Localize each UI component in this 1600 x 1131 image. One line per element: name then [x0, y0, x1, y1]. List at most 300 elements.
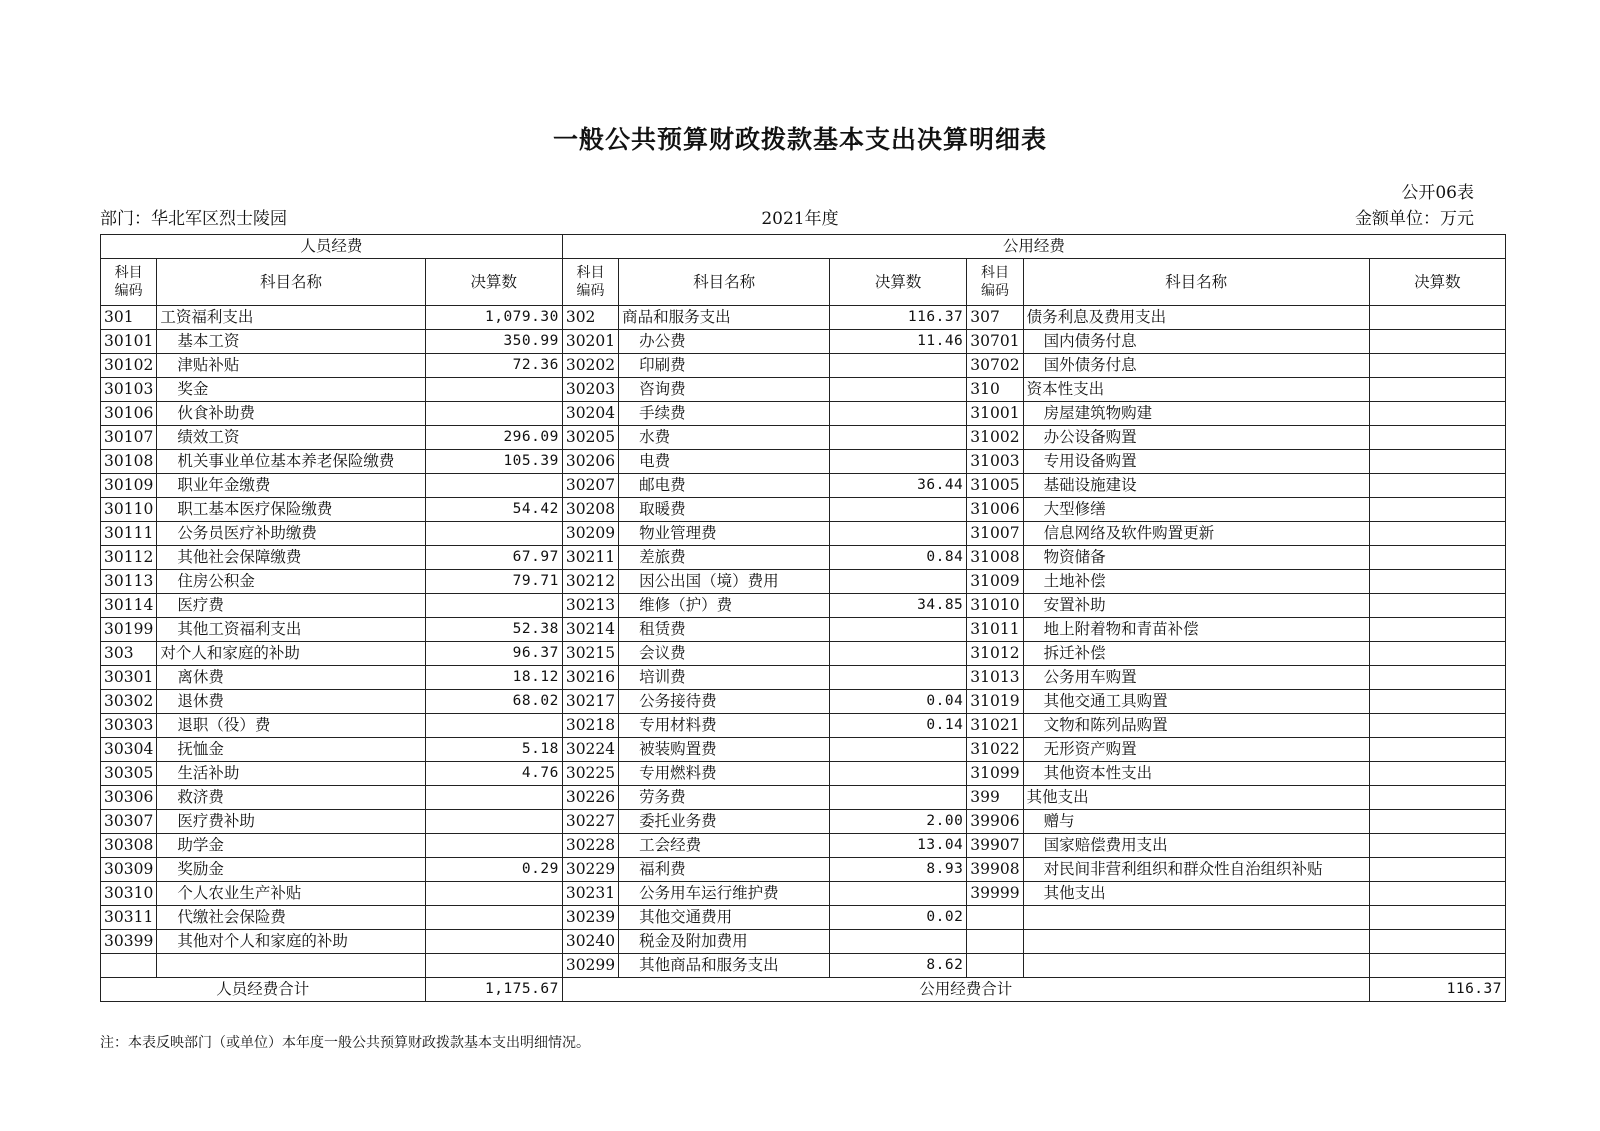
name-cell: 其他支出 [1023, 786, 1369, 810]
name-cell: 工会经费 [619, 834, 830, 858]
amount-cell [1369, 402, 1505, 426]
name-cell: 债务利息及费用支出 [1023, 306, 1369, 330]
col-header-amount: 决算数 [1369, 259, 1505, 306]
name-cell: 办公设备购置 [1023, 426, 1369, 450]
col-header-code: 科目 编码 [967, 259, 1023, 306]
amount-cell [1369, 714, 1505, 738]
col-header-code: 科目 编码 [562, 259, 618, 306]
code-cell: 31003 [967, 450, 1023, 474]
name-cell: 信息网络及软件购置更新 [1023, 522, 1369, 546]
amount-cell [425, 594, 562, 618]
amount-cell [830, 666, 967, 690]
col-header-name: 科目名称 [1023, 259, 1369, 306]
code-cell: 30702 [967, 354, 1023, 378]
table-row [101, 738, 1506, 762]
code-cell: 30113 [101, 570, 157, 594]
amount-cell [1369, 474, 1505, 498]
amount-cell [1369, 810, 1505, 834]
code-cell: 31002 [967, 426, 1023, 450]
amount-cell: 67.97 [425, 546, 562, 570]
amount-cell: 18.12 [425, 666, 562, 690]
code-cell: 31001 [967, 402, 1023, 426]
name-cell: 离休费 [157, 666, 425, 690]
name-cell: 会议费 [619, 642, 830, 666]
amount-cell: 1,079.30 [425, 306, 562, 330]
amount-cell [1369, 330, 1505, 354]
table-row [101, 378, 1506, 402]
amount-cell [830, 354, 967, 378]
code-cell [101, 954, 157, 978]
code-cell: 30229 [562, 858, 618, 882]
amount-cell [1369, 930, 1505, 954]
name-cell: 资本性支出 [1023, 378, 1369, 402]
code-cell: 30239 [562, 906, 618, 930]
amount-cell [1369, 906, 1505, 930]
table-row [101, 450, 1506, 474]
table-row [101, 666, 1506, 690]
code-cell: 30109 [101, 474, 157, 498]
code-cell: 30216 [562, 666, 618, 690]
personnel-group-header: 人员经费 [101, 235, 563, 259]
amount-cell [425, 714, 562, 738]
name-cell: 水费 [619, 426, 830, 450]
amount-cell [830, 498, 967, 522]
code-cell: 30306 [101, 786, 157, 810]
code-cell: 301 [101, 306, 157, 330]
name-cell: 拆迁补偿 [1023, 642, 1369, 666]
amount-cell [425, 522, 562, 546]
code-cell: 30110 [101, 498, 157, 522]
amount-cell [830, 762, 967, 786]
code-cell: 30307 [101, 810, 157, 834]
code-cell: 30201 [562, 330, 618, 354]
code-cell: 30303 [101, 714, 157, 738]
name-cell [1023, 954, 1369, 978]
amount-cell: 13.04 [830, 834, 967, 858]
name-cell [1023, 930, 1369, 954]
code-cell: 30310 [101, 882, 157, 906]
table-row [101, 714, 1506, 738]
amount-cell: 0.84 [830, 546, 967, 570]
amount-cell [425, 378, 562, 402]
amount-cell [425, 474, 562, 498]
amount-cell: 96.37 [425, 642, 562, 666]
code-cell: 30209 [562, 522, 618, 546]
amount-cell [1369, 306, 1505, 330]
table-row [101, 402, 1506, 426]
amount-cell: 36.44 [830, 474, 967, 498]
amount-cell: 105.39 [425, 450, 562, 474]
code-cell: 30203 [562, 378, 618, 402]
name-cell: 对个人和家庭的补助 [157, 642, 425, 666]
name-cell: 印刷费 [619, 354, 830, 378]
name-cell: 商品和服务支出 [619, 306, 830, 330]
code-cell: 39999 [967, 882, 1023, 906]
amount-cell: 116.37 [830, 306, 967, 330]
code-cell: 30204 [562, 402, 618, 426]
name-cell: 对民间非营利组织和群众性自治组织补贴 [1023, 858, 1369, 882]
name-cell: 无形资产购置 [1023, 738, 1369, 762]
code-cell: 30225 [562, 762, 618, 786]
name-cell: 基础设施建设 [1023, 474, 1369, 498]
code-cell: 30240 [562, 930, 618, 954]
name-cell: 物业管理费 [619, 522, 830, 546]
code-cell: 30218 [562, 714, 618, 738]
fiscal-year: 2021年度 [761, 209, 839, 229]
amount-cell [425, 882, 562, 906]
table-row [101, 786, 1506, 810]
table-row [101, 954, 1506, 978]
code-cell: 30108 [101, 450, 157, 474]
name-cell: 维修（护）费 [619, 594, 830, 618]
name-cell: 基本工资 [157, 330, 425, 354]
amount-cell [830, 642, 967, 666]
code-cell: 30103 [101, 378, 157, 402]
name-cell: 大型修缮 [1023, 498, 1369, 522]
name-cell: 公务用车购置 [1023, 666, 1369, 690]
code-cell: 30206 [562, 450, 618, 474]
footnote: 注：本表反映部门（或单位）本年度一般公共预算财政拨款基本支出明细情况。 [100, 1035, 590, 1051]
name-cell: 国外债务付息 [1023, 354, 1369, 378]
amount-cell [425, 906, 562, 930]
amount-cell: 79.71 [425, 570, 562, 594]
amount-cell [1369, 618, 1505, 642]
code-cell: 31006 [967, 498, 1023, 522]
col-header-code: 科目 编码 [101, 259, 157, 306]
code-cell: 30208 [562, 498, 618, 522]
code-cell: 30202 [562, 354, 618, 378]
personnel-total-value: 1,175.67 [425, 978, 562, 1002]
amount-cell: 8.93 [830, 858, 967, 882]
expenditure-table [100, 234, 1506, 1002]
amount-cell [425, 402, 562, 426]
name-cell: 赠与 [1023, 810, 1369, 834]
code-cell [967, 930, 1023, 954]
name-cell: 其他资本性支出 [1023, 762, 1369, 786]
code-cell: 31010 [967, 594, 1023, 618]
amount-cell [830, 786, 967, 810]
amount-cell [1369, 858, 1505, 882]
public-total-value: 116.37 [1369, 978, 1505, 1002]
public-total-label: 公用经费合计 [562, 978, 1369, 1002]
name-cell: 其他支出 [1023, 882, 1369, 906]
name-cell: 国家赔偿费用支出 [1023, 834, 1369, 858]
amount-cell [830, 882, 967, 906]
table-row [101, 762, 1506, 786]
table-body [101, 235, 1506, 978]
col-header-amount: 决算数 [425, 259, 562, 306]
table-row [101, 594, 1506, 618]
table-row [101, 306, 1506, 330]
name-cell: 助学金 [157, 834, 425, 858]
name-cell: 手续费 [619, 402, 830, 426]
name-cell: 奖金 [157, 378, 425, 402]
name-cell: 其他交通费用 [619, 906, 830, 930]
col-header-amount: 决算数 [830, 259, 967, 306]
name-cell: 咨询费 [619, 378, 830, 402]
name-cell: 租赁费 [619, 618, 830, 642]
code-cell: 30211 [562, 546, 618, 570]
amount-cell: 0.02 [830, 906, 967, 930]
code-cell: 30205 [562, 426, 618, 450]
name-cell: 房屋建筑物购建 [1023, 402, 1369, 426]
table-row [101, 354, 1506, 378]
code-cell: 39907 [967, 834, 1023, 858]
name-cell: 文物和陈列品购置 [1023, 714, 1369, 738]
code-cell: 302 [562, 306, 618, 330]
code-cell: 31021 [967, 714, 1023, 738]
table-row [101, 834, 1506, 858]
name-cell: 其他工资福利支出 [157, 618, 425, 642]
table-row [101, 690, 1506, 714]
amount-cell [1369, 738, 1505, 762]
code-cell: 31099 [967, 762, 1023, 786]
code-cell: 30228 [562, 834, 618, 858]
col-header-name: 科目名称 [157, 259, 425, 306]
amount-cell: 4.76 [425, 762, 562, 786]
code-cell: 30299 [562, 954, 618, 978]
name-cell: 安置补助 [1023, 594, 1369, 618]
name-cell: 退休费 [157, 690, 425, 714]
code-cell: 30311 [101, 906, 157, 930]
name-cell: 税金及附加费用 [619, 930, 830, 954]
amount-cell [1369, 882, 1505, 906]
amount-cell [1369, 426, 1505, 450]
code-cell: 30304 [101, 738, 157, 762]
table-row [101, 810, 1506, 834]
name-cell: 公务用车运行维护费 [619, 882, 830, 906]
amount-cell: 296.09 [425, 426, 562, 450]
name-cell: 福利费 [619, 858, 830, 882]
table-row [101, 642, 1506, 666]
code-cell: 30302 [101, 690, 157, 714]
name-cell: 劳务费 [619, 786, 830, 810]
name-cell: 工资福利支出 [157, 306, 425, 330]
name-cell: 培训费 [619, 666, 830, 690]
amount-cell: 0.04 [830, 690, 967, 714]
table-row [101, 618, 1506, 642]
code-cell: 30214 [562, 618, 618, 642]
code-cell: 31009 [967, 570, 1023, 594]
amount-cell [1369, 954, 1505, 978]
code-cell: 30212 [562, 570, 618, 594]
name-cell: 因公出国（境）费用 [619, 570, 830, 594]
public-group-header: 公用经费 [562, 235, 1505, 259]
name-cell: 公务员医疗补助缴费 [157, 522, 425, 546]
code-cell: 30226 [562, 786, 618, 810]
name-cell: 土地补偿 [1023, 570, 1369, 594]
name-cell: 抚恤金 [157, 738, 425, 762]
amount-unit: 金额单位：万元 [1355, 209, 1474, 229]
code-cell: 30227 [562, 810, 618, 834]
code-cell: 30399 [101, 930, 157, 954]
name-cell: 地上附着物和青苗补偿 [1023, 618, 1369, 642]
code-cell: 31012 [967, 642, 1023, 666]
col-header-name: 科目名称 [619, 259, 830, 306]
amount-cell [830, 618, 967, 642]
code-cell: 30231 [562, 882, 618, 906]
code-cell: 30114 [101, 594, 157, 618]
code-cell: 307 [967, 306, 1023, 330]
table-row [101, 858, 1506, 882]
table-row [101, 498, 1506, 522]
amount-cell [1369, 786, 1505, 810]
name-cell: 邮电费 [619, 474, 830, 498]
name-cell: 办公费 [619, 330, 830, 354]
code-cell: 30224 [562, 738, 618, 762]
code-cell: 30308 [101, 834, 157, 858]
table-row [101, 546, 1506, 570]
code-cell: 30101 [101, 330, 157, 354]
code-cell: 30102 [101, 354, 157, 378]
name-cell: 专用设备购置 [1023, 450, 1369, 474]
name-cell: 津贴补贴 [157, 354, 425, 378]
amount-cell [1369, 690, 1505, 714]
name-cell: 绩效工资 [157, 426, 425, 450]
table-row [101, 426, 1506, 450]
amount-cell: 34.85 [830, 594, 967, 618]
amount-cell: 2.00 [830, 810, 967, 834]
name-cell: 委托业务费 [619, 810, 830, 834]
code-cell: 303 [101, 642, 157, 666]
amount-cell: 11.46 [830, 330, 967, 354]
code-cell [967, 906, 1023, 930]
report-title: 一般公共预算财政拨款基本支出决算明细表 [552, 125, 1047, 154]
amount-cell [425, 786, 562, 810]
amount-cell [830, 378, 967, 402]
table-row [101, 474, 1506, 498]
code-cell: 31022 [967, 738, 1023, 762]
amount-cell: 0.14 [830, 714, 967, 738]
code-cell: 31019 [967, 690, 1023, 714]
name-cell: 专用材料费 [619, 714, 830, 738]
code-cell [967, 954, 1023, 978]
amount-cell: 8.62 [830, 954, 967, 978]
amount-cell [1369, 450, 1505, 474]
name-cell: 其他交通工具购置 [1023, 690, 1369, 714]
name-cell: 代缴社会保险费 [157, 906, 425, 930]
amount-cell [1369, 570, 1505, 594]
code-cell: 30107 [101, 426, 157, 450]
amount-cell [1369, 666, 1505, 690]
amount-cell: 0.29 [425, 858, 562, 882]
code-cell: 30305 [101, 762, 157, 786]
personnel-total-label: 人员经费合计 [101, 978, 426, 1002]
amount-cell [425, 930, 562, 954]
code-cell: 310 [967, 378, 1023, 402]
table-code: 公开06表 [1401, 183, 1474, 203]
code-cell: 30217 [562, 690, 618, 714]
code-cell: 31011 [967, 618, 1023, 642]
name-cell: 其他商品和服务支出 [619, 954, 830, 978]
department-label: 部门：华北军区烈士陵园 [100, 209, 287, 229]
amount-cell [1369, 834, 1505, 858]
code-cell: 399 [967, 786, 1023, 810]
amount-cell [1369, 354, 1505, 378]
table-row [101, 522, 1506, 546]
name-cell: 生活补助 [157, 762, 425, 786]
amount-cell [830, 570, 967, 594]
code-cell: 31008 [967, 546, 1023, 570]
amount-cell [425, 834, 562, 858]
code-cell: 30111 [101, 522, 157, 546]
name-cell: 个人农业生产补贴 [157, 882, 425, 906]
name-cell: 专用燃料费 [619, 762, 830, 786]
amount-cell [830, 402, 967, 426]
amount-cell: 68.02 [425, 690, 562, 714]
amount-cell: 52.38 [425, 618, 562, 642]
amount-cell: 72.36 [425, 354, 562, 378]
name-cell: 公务接待费 [619, 690, 830, 714]
code-cell: 39908 [967, 858, 1023, 882]
table-row [101, 882, 1506, 906]
name-cell: 机关事业单位基本养老保险缴费 [157, 450, 425, 474]
code-cell: 31013 [967, 666, 1023, 690]
name-cell: 取暖费 [619, 498, 830, 522]
name-cell: 其他社会保障缴费 [157, 546, 425, 570]
code-cell: 30301 [101, 666, 157, 690]
code-cell: 30309 [101, 858, 157, 882]
code-cell: 30199 [101, 618, 157, 642]
table-row [101, 906, 1506, 930]
code-cell: 30701 [967, 330, 1023, 354]
code-cell: 30207 [562, 474, 618, 498]
name-cell: 职工基本医疗保险缴费 [157, 498, 425, 522]
amount-cell [1369, 378, 1505, 402]
name-cell [157, 954, 425, 978]
code-cell: 31007 [967, 522, 1023, 546]
table-row [101, 330, 1506, 354]
amount-cell [1369, 522, 1505, 546]
name-cell: 国内债务付息 [1023, 330, 1369, 354]
amount-cell [830, 426, 967, 450]
name-cell: 电费 [619, 450, 830, 474]
code-cell: 30213 [562, 594, 618, 618]
amount-cell [830, 738, 967, 762]
amount-cell [830, 930, 967, 954]
code-cell: 31005 [967, 474, 1023, 498]
name-cell: 伙食补助费 [157, 402, 425, 426]
code-cell: 30106 [101, 402, 157, 426]
name-cell: 医疗费补助 [157, 810, 425, 834]
name-cell: 物资储备 [1023, 546, 1369, 570]
amount-cell [830, 450, 967, 474]
name-cell: 差旅费 [619, 546, 830, 570]
group-header-row [101, 235, 1506, 259]
code-cell: 30215 [562, 642, 618, 666]
amount-cell [1369, 594, 1505, 618]
code-cell: 30112 [101, 546, 157, 570]
name-cell: 奖励金 [157, 858, 425, 882]
name-cell: 住房公积金 [157, 570, 425, 594]
amount-cell [425, 810, 562, 834]
amount-cell [1369, 762, 1505, 786]
amount-cell: 5.18 [425, 738, 562, 762]
name-cell: 救济费 [157, 786, 425, 810]
table-row [101, 570, 1506, 594]
amount-cell [1369, 498, 1505, 522]
table-row [101, 930, 1506, 954]
column-header-row [101, 259, 1506, 306]
amount-cell [425, 954, 562, 978]
name-cell: 医疗费 [157, 594, 425, 618]
amount-cell [1369, 642, 1505, 666]
totals-row [101, 978, 1506, 1002]
amount-cell: 350.99 [425, 330, 562, 354]
name-cell: 退职（役）费 [157, 714, 425, 738]
code-cell: 39906 [967, 810, 1023, 834]
amount-cell [830, 522, 967, 546]
